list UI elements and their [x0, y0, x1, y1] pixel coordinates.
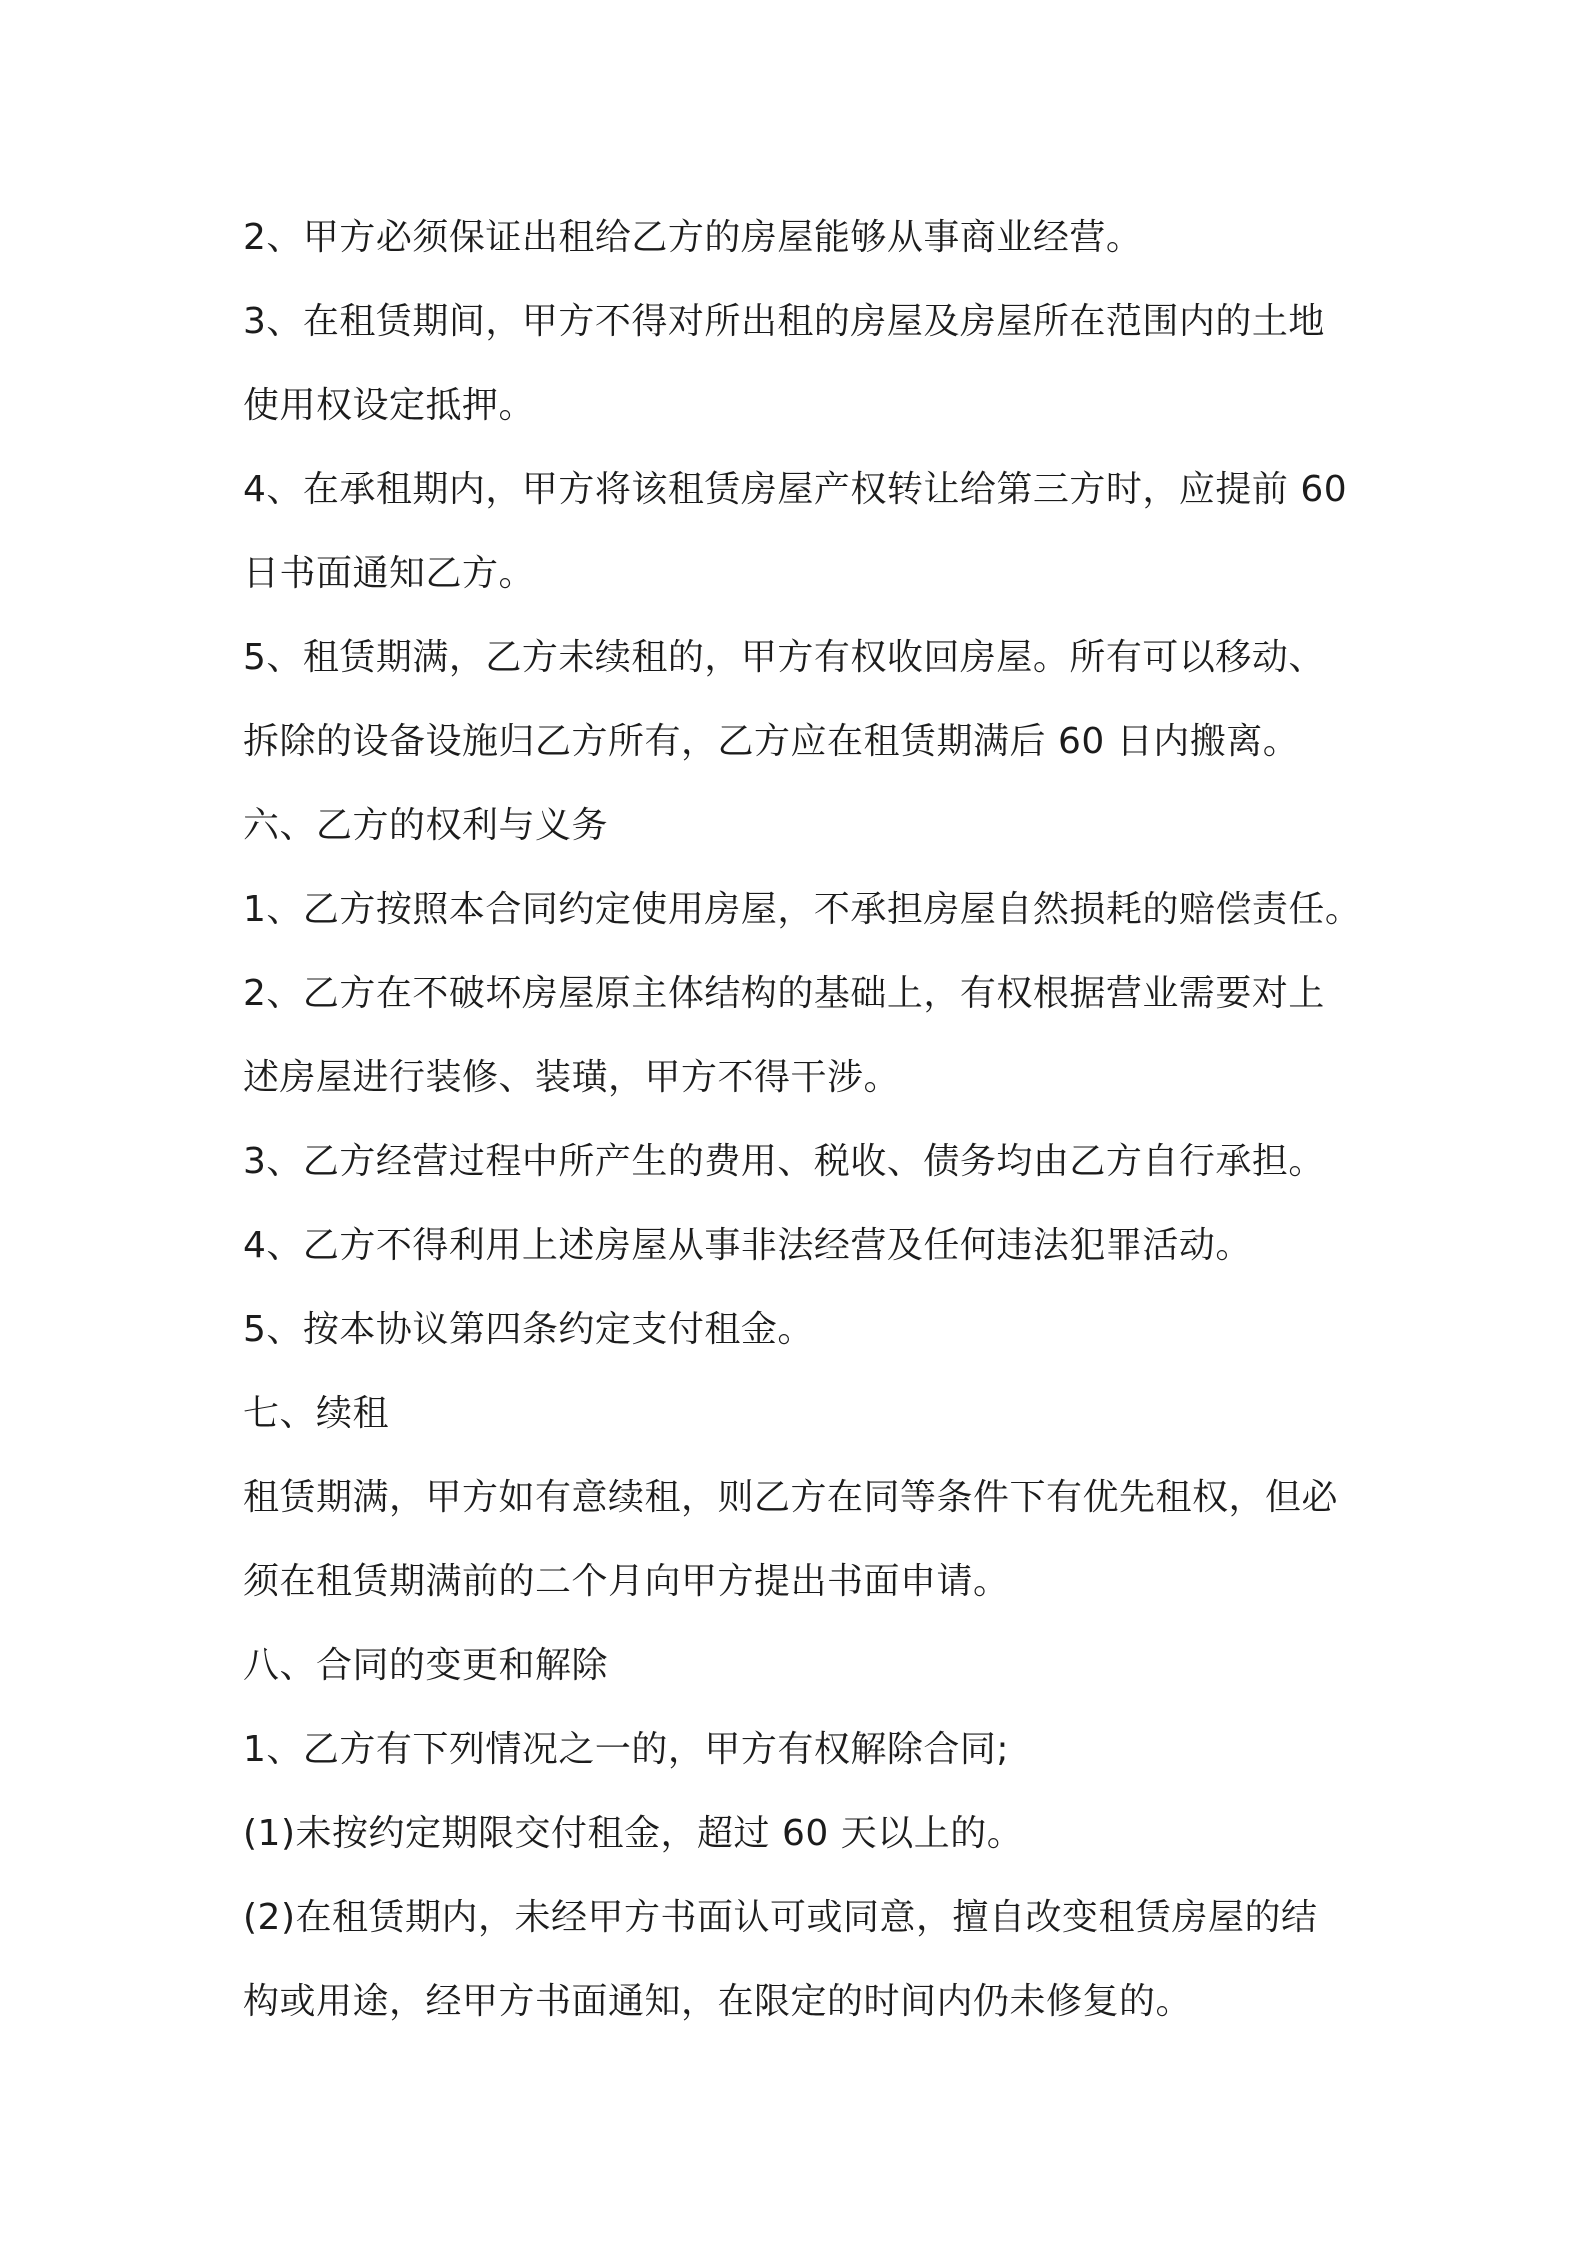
clause-b2-line-2: 述房屋进行装修、装璜，甲方不得干涉。	[243, 1057, 901, 1098]
section-heading-7: 七、续租	[243, 1393, 390, 1434]
clause-b3-line: 3、乙方经营过程中所产生的费用、税收、债务均由乙方自行承担。	[243, 1141, 1325, 1182]
document-body	[243, 196, 1383, 2044]
clause-c1-item-2-line-2: 构或用途，经甲方书面通知，在限定的时间内仍未修复的。	[243, 1981, 1193, 2022]
clause-a5-line-2: 拆除的设备设施归乙方所有，乙方应在租赁期满后 60 日内搬离。	[243, 721, 1300, 762]
clause-b4-line: 4、乙方不得利用上述房屋从事非法经营及任何违法犯罪活动。	[243, 1225, 1252, 1266]
renewal-line-2: 须在租赁期满前的二个月向甲方提出书面申请。	[243, 1561, 1010, 1602]
clause-c1-line: 1、乙方有下列情况之一的，甲方有权解除合同;	[243, 1729, 1010, 1770]
clause-b2-line-1: 2、乙方在不破坏房屋原主体结构的基础上，有权根据营业需要对上	[243, 973, 1325, 1014]
clause-a5-line-1: 5、租赁期满，乙方未续租的，甲方有权收回房屋。所有可以移动、	[243, 637, 1325, 678]
clause-a4-line-1: 4、在承租期内，甲方将该租赁房屋产权转让给第三方时，应提前 60	[243, 469, 1348, 510]
clause-a3-line-2: 使用权设定抵押。	[243, 385, 536, 426]
clause-c1-item-2-line-1: (2)在租赁期内，未经甲方书面认可或同意，擅自改变租赁房屋的结	[243, 1897, 1318, 1938]
section-heading-6: 六、乙方的权利与义务	[243, 805, 609, 846]
clause-c1-item-1: (1)未按约定期限交付租金，超过 60 天以上的。	[243, 1813, 1024, 1854]
renewal-line-1: 租赁期满，甲方如有意续租，则乙方在同等条件下有优先租权，但必	[243, 1477, 1339, 1518]
clause-b5-line: 5、按本协议第四条约定支付租金。	[243, 1309, 814, 1350]
clause-b1-line: 1、乙方按照本合同约定使用房屋，不承担房屋自然损耗的赔偿责任。	[243, 889, 1362, 930]
clause-a3-line-1: 3、在租赁期间，甲方不得对所出租的房屋及房屋所在范围内的土地	[243, 301, 1325, 342]
section-heading-8: 八、合同的变更和解除	[243, 1645, 609, 1686]
clause-a2-line: 2、甲方必须保证出租给乙方的房屋能够从事商业经营。	[243, 217, 1143, 258]
clause-a4-line-2: 日书面通知乙方。	[243, 553, 536, 594]
